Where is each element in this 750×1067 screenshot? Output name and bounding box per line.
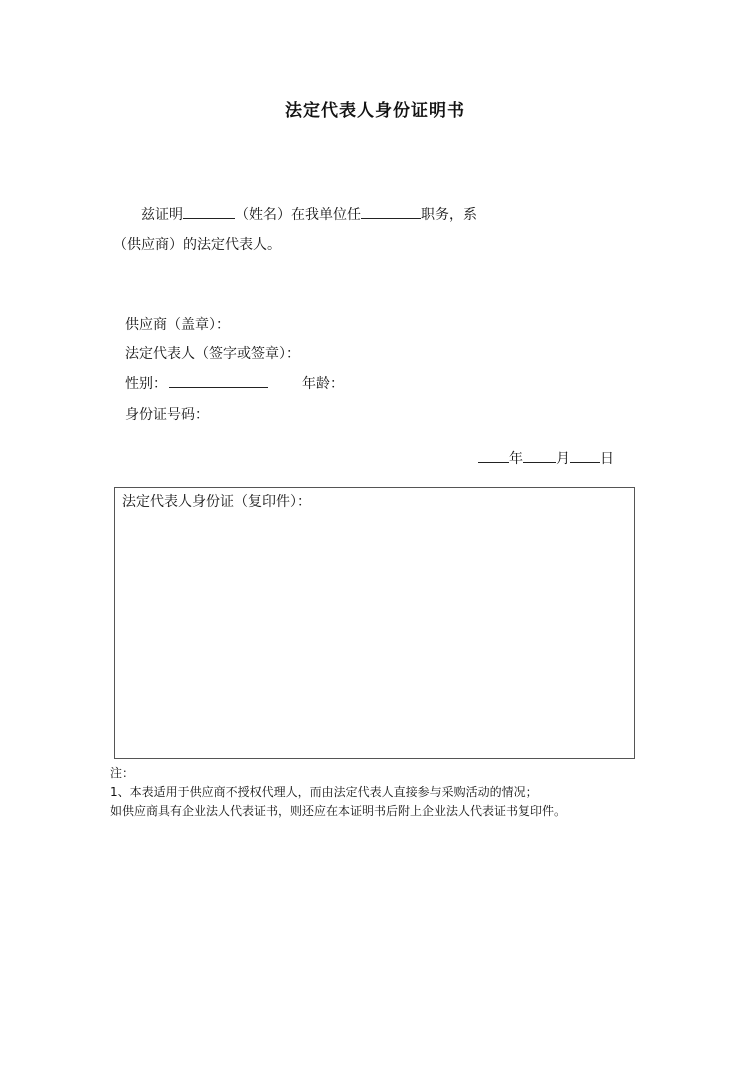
id-copy-label: 法定代表人身份证（复印件）： (122, 494, 311, 510)
note-line-1: 1、本表适用于供应商不授权代理人，而由法定代表人直接参与采购活动的情况； (110, 785, 538, 799)
gender-field (125, 373, 268, 393)
day-blank[interactable] (570, 448, 600, 463)
supplier-seal-field: 供应商（盖章）： (125, 317, 230, 333)
document-title: 法定代表人身份证明书 (285, 101, 465, 121)
intro-post-suffix: 职务，系 (421, 207, 477, 223)
gender-blank[interactable] (169, 373, 268, 388)
id-copy-box (114, 487, 635, 759)
year-label: 年 (509, 451, 523, 467)
post-blank[interactable] (361, 204, 421, 219)
age-label: 年龄： (302, 376, 344, 392)
name-blank[interactable] (183, 204, 235, 219)
intro-prefix: 兹证明 (141, 207, 183, 223)
gender-label: 性别： (125, 376, 167, 392)
note-line-2: 如供应商具有企业法人代表证书，则还应在本证明书后附上企业法人代表证书复印件。 (110, 804, 567, 818)
month-label: 月 (556, 451, 570, 467)
id-number-field: 身份证号码： (125, 407, 209, 423)
month-blank[interactable] (523, 448, 556, 463)
notes-header: 注： (110, 766, 135, 780)
date-line (478, 448, 614, 468)
legal-rep-signature-field: 法定代表人（签字或签章）： (125, 346, 300, 362)
intro-name-hint: （姓名）在我单位任 (235, 207, 361, 223)
intro-line-1 (141, 204, 477, 224)
intro-line-2: （供应商）的法定代表人。 (113, 237, 281, 253)
year-blank[interactable] (478, 448, 509, 463)
day-label: 日 (600, 451, 614, 467)
